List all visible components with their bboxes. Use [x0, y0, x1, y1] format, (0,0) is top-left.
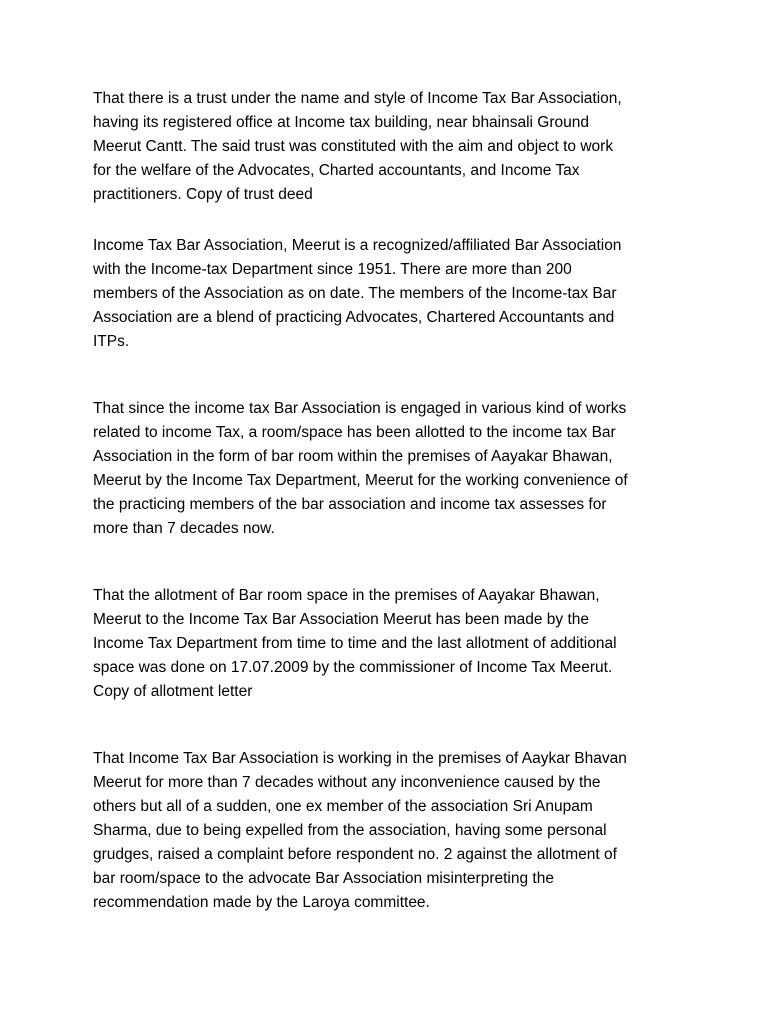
paragraph-complaint: That Income Tax Bar Association is working in the premises of Aaykar Bhavan Meerut for more than 7 decades without any inconvenience caused by the others but all of a sudden, one ex member of the association Sri Anupam Sharma, due to being expelled from the association, having some personal grudges, raised a complaint before respondent no. 2 against the allotment of bar room/space to the advocate Bar Association misinterpreting the recommendation made by the Laroya committee.	[93, 750, 627, 911]
paragraph-room-allotment: That since the income tax Bar Association is engaged in various kind of works related to income Tax, a room/space has been allotted to the income tax Bar Association in the form of bar room within the premises of Aayakar Bhawan, Meerut by the Income Tax Department, Meerut for the working convenience of the practicing members of the bar association and income tax assesses for more than 7 decades now.	[93, 400, 628, 537]
paragraph-allotment-history: That the allotment of Bar room space in the premises of Aayakar Bhawan, Meerut to the Income Tax Bar Association Meerut has been made by the Income Tax Department from time to time and the last allotment of additional space was done on 17.07.2009 by the commissioner of Income Tax Meerut. Copy of allotment letter	[93, 587, 617, 700]
paragraph-association-recognition: Income Tax Bar Association, Meerut is a recognized/affiliated Bar Association with the Income-tax Department since 1951. There are more than 200 members of the Association as on date. The members of the Income-tax Bar Association are a blend of practicing Advocates, Chartered Accountants and ITPs.	[93, 237, 622, 350]
paragraph-trust-details: That there is a trust under the name and style of Income Tax Bar Association, having its registered office at Income tax building, near bhainsali Ground Meerut Cantt. The said trust was constituted with the aim and object to work for the welfare of the Advocates, Charted accountants, and Income Tax practitioners. Copy of trust deed	[93, 90, 622, 203]
